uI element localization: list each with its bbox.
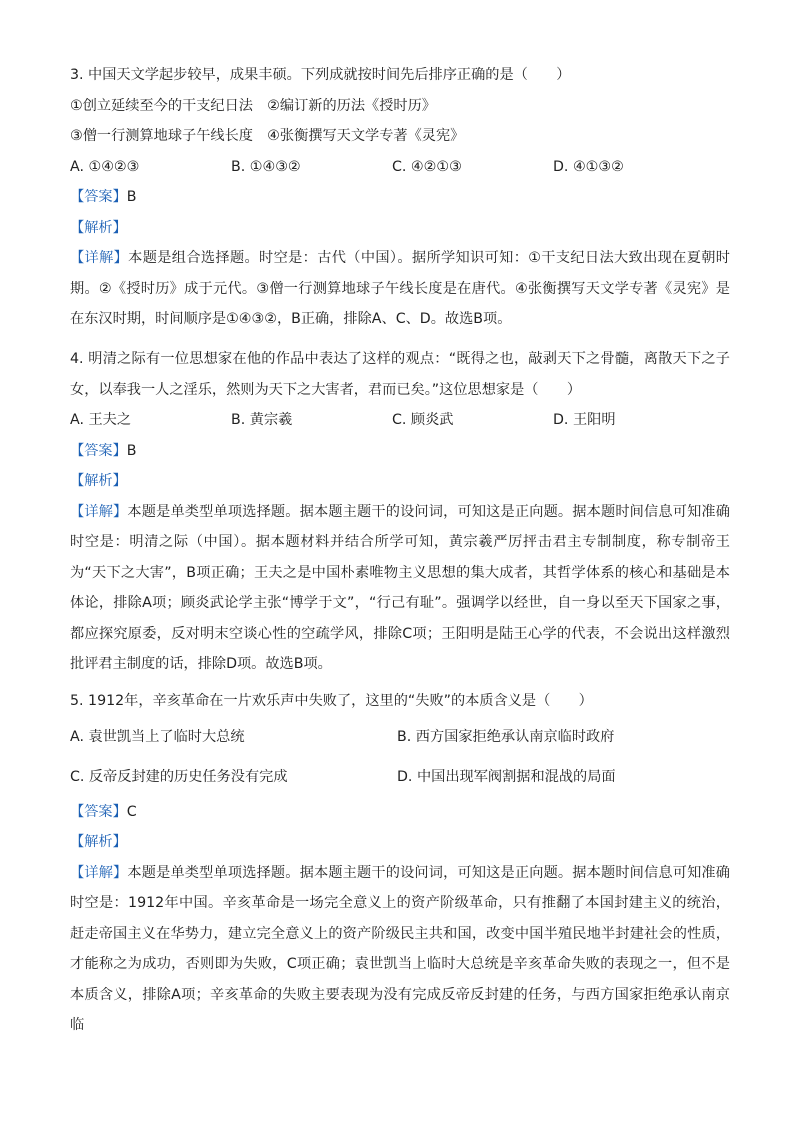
answer-tag: 【答案】 [70,189,127,205]
detail-text: 本题是单类型单项选择题。据本题主题干的设问词，可知这是正向题。据本题时间信息可知准确时空是：明清之际（中国）。据本题材料并结合所学可知，黄宗羲严厉抨击君主专制制度，称专制帝王为“天下之大害”，B项正确；王夫之是中国朴素唯物主义思想的集大成者，其哲学体系的核心和基础是本体论，排除A项；顾炎武论学主张“博学于文”，“行己有耻”。强调学以经世，自一身以至天下国家之事，都应探究原委，反对明末空谈心性的空疏学风，排除C项；王阳明是陆王心学的代表，不会说出这样激烈批评君主制度的话，排除D项。故选B项。 [70,503,730,672]
answer-tag: 【答案】 [70,442,127,459]
option-d: D. 王阳明 [553,412,616,428]
option-b: B. 黄宗羲 [231,412,293,428]
answer-value: B [126,189,137,205]
options-row [70,405,730,436]
option-a: A. ①④②③ [70,158,140,175]
option-b: B. ①④③② [231,158,301,175]
option-d: D. 中国出现军阀割据和混战的局面 [397,768,616,785]
answer-line [70,797,730,828]
answer-line [70,436,730,467]
analysis-tag: 【解析】 [70,834,127,850]
question-stem: 5. 1912年，辛亥革命在一片欢乐声中失败了，这里的“失败”的本质含义是（ ） [70,693,593,709]
detail-tag: 【详解】 [70,864,128,881]
question-3 [70,60,730,335]
option-d: D. ④①③② [553,158,624,175]
detail-tag: 【详解】 [70,250,129,266]
analysis-tag: 【解析】 [70,473,127,489]
detail-tag: 【详解】 [70,503,128,520]
question-stem: 4. 明清之际有一位思想家在他的作品中表达了这样的观点：“既得之也，敲剥天下之骨髓，离散天下之子女，以奉我一人之淫乐，然则为天下之大害者，君而已矣。”这位思想家是（ ） [70,351,730,398]
option-b: B. 西方国家拒绝承认南京临时政府 [397,728,615,745]
options-row [70,757,730,797]
question-items: ①创立延续至今的干支纪日法 ②编订新的历法《授时历》 [70,97,436,114]
options-row [70,717,730,757]
question-items: ③僧一行测算地球子午线长度 ④张衡撰写天文学专著《灵宪》 [70,128,465,144]
question-5 [70,686,730,1041]
option-c: C. ④②①③ [392,158,462,175]
answer-value: C [126,803,137,820]
option-c: C. 顾炎武 [392,412,454,428]
question-stem: 3. 中国天文学起步较早，成果丰硕。下列成就按时间先后排序正确的是（ ） [70,67,571,83]
options-row [70,152,730,183]
analysis-line [70,827,730,858]
analysis-tag: 【解析】 [70,219,127,236]
option-c: C. 反帝反封建的历史任务没有完成 [70,768,288,785]
detail-paragraph [70,243,730,335]
detail-paragraph [70,858,730,1041]
answer-value: B [126,442,137,459]
answer-tag: 【答案】 [70,803,127,820]
option-a: A. 袁世凯当上了临时大总统 [70,728,245,745]
analysis-line [70,213,730,244]
option-a: A. 王夫之 [70,412,132,428]
detail-text: 本题是组合选择题。时空是：古代（中国）。据所学知识可知：①干支纪日法大致出现在夏朝时期。②《授时历》成于元代。③僧一行测算地球子午线长度是在唐代。④张衡撰写天文学专著《灵宪》是在东汉时期，时间顺序是①④③②，B正确，排除A、C、D。故选B项。 [70,250,730,327]
detail-text: 本题是单类型单项选择题。据本题主题干的设问词，可知这是正向题。据本题时间信息可知准确时空是：1912年中国。辛亥革命是一场完全意义上的资产阶级革命，只有推翻了本国封建主义的统治，赶走帝国主义在华势力，建立完全意义上的资产阶级民主共和国，改变中国半殖民地半封建社会的性质，才能称之为成功，否则即为失败，C项正确；袁世凯当上临时大总统是辛亥革命失败的表现之一，但不是本质含义，排除A项；辛亥革命的失败主要表现为没有完成反帝反封建的任务，与西方国家拒绝承认南京临 [70,864,730,1033]
analysis-line [70,466,730,497]
detail-paragraph [70,497,730,680]
question-4 [70,344,730,680]
answer-line [70,182,730,213]
